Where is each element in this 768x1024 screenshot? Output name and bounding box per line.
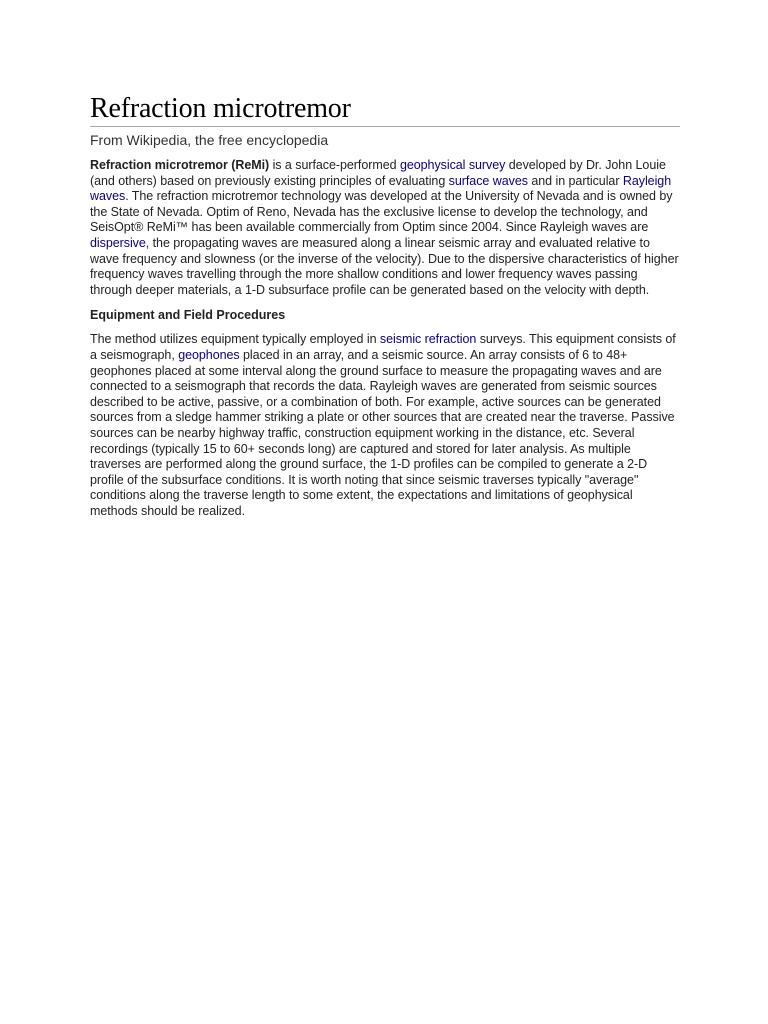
intro-text-2: developed by Dr. John Louie (and others) based on previously existing principles of evaluating — [90, 158, 666, 188]
link-geophones[interactable]: geophones — [178, 347, 240, 362]
link-dispersive[interactable]: dispersive — [90, 235, 146, 250]
link-seismic-refraction[interactable]: seismic refraction — [379, 332, 477, 347]
link-surface-waves[interactable]: surface waves — [448, 173, 528, 188]
intro-text-3: and in particular — [527, 173, 623, 188]
article — [90, 92, 680, 519]
section-text-1: The method utilizes equipment typically employed in — [90, 332, 380, 347]
site-tagline: From Wikipedia, the free encyclopedia — [90, 132, 329, 148]
intro-paragraph — [90, 158, 680, 298]
lead-term: Refraction microtremor (ReMi) — [90, 158, 270, 172]
link-geophysical-survey[interactable]: geophysical survey — [399, 158, 506, 172]
intro-text-1: is a surface-performed — [269, 158, 400, 172]
section-text-2: surveys. This equipment consists of a seismograph, — [90, 332, 676, 362]
page-title: Refraction microtremor — [90, 92, 680, 127]
section-text-3: placed in an array, and a seismic source. An array consists of 6 to 48+ geophones placed at some interval along the ground surface to measure the propagating waves and are connected to a seismograph that records the data. Rayleigh waves are generated from seismic sources described to be active, passive, or a combination of both. For example, active sources can be generated sources from a sledge hammer striking a plate or other sources that are created near the traverse. Passive sources can be nearby highway traffic, construction equipment working in the distance, etc. Several recordings (typically 15 to 60+ seconds long) are captured and stored for later analysis. As multiple traverses are performed along the ground surface, the 1-D profiles can be compiled to generate a 2-D profile of the subsurface conditions. It is worth noting that since seismic traverses typically "average" conditions along the traverse length to some extent, the expectations and limitations of geophysical methods should be realized. — [90, 347, 675, 518]
intro-text-4: . The refraction microtremor technology was developed at the University of Nevada and is owned by the State of Nevada. Optim of Reno, Nevada has the exclusive license to develop the technology, and SeisOpt® ReMi™ has been available commercially from Optim since 2004. Since Rayleigh waves are — [90, 189, 673, 235]
section-heading: Equipment and Field Procedures — [90, 308, 286, 323]
link-rayleigh-waves[interactable]: Rayleigh waves — [90, 173, 672, 204]
intro-text-5: , the propagating waves are measured along a linear seismic array and evaluated relative to wave frequency and slowness (or the inverse of the velocity). Due to the dispersive characteristics of higher frequency waves travelling through the more shallow conditions and lower frequency waves passing through deeper materials, a 1-D subsurface profile can be generated based on the velocity with depth. — [90, 235, 679, 297]
section-paragraph — [90, 332, 680, 519]
